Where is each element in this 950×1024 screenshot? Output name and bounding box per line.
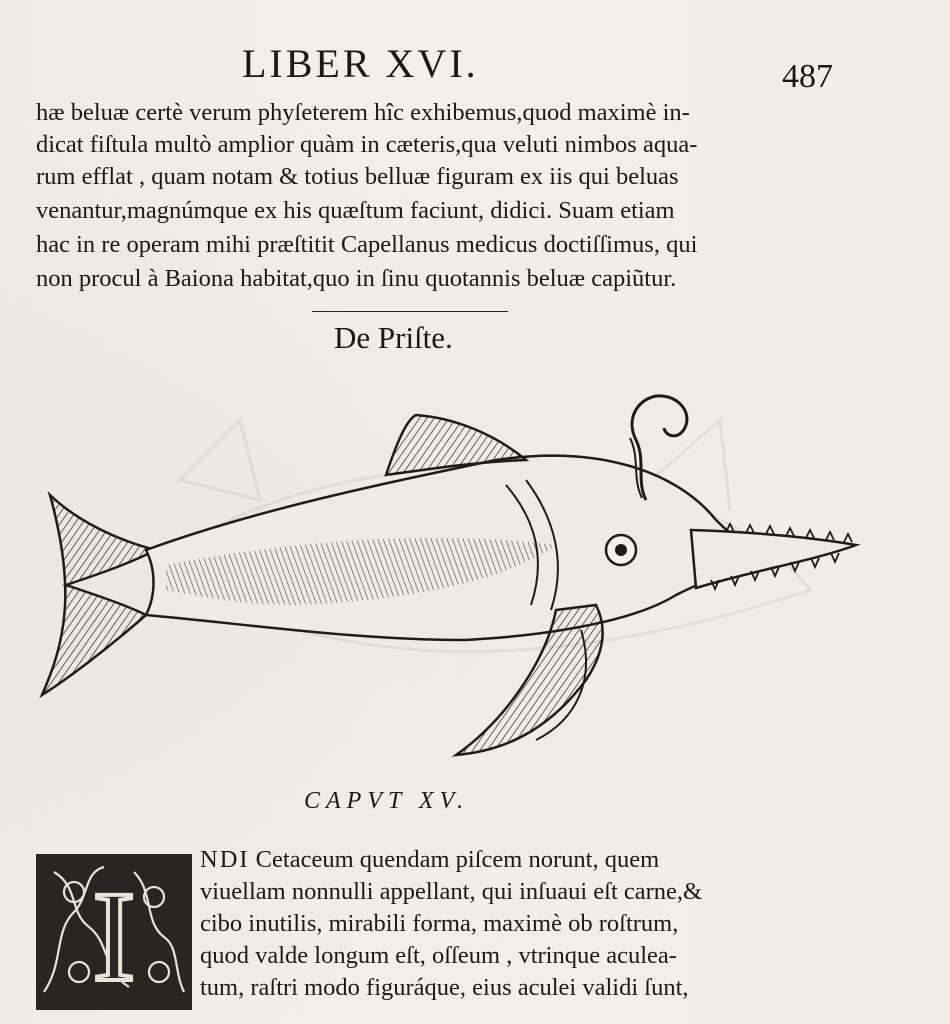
text-line: venantur,magnúmque ex his quæſtum faciunt, didici. Suam etiam [36,197,675,224]
text-line: cibo inutilis, mirabili forma, maximè ob roſtrum, [200,910,679,937]
text-line [200,846,659,874]
section-rule [312,311,508,312]
text-line: hæ beluæ certè verum phyſeterem hîc exhibemus,quod maximè in- [36,99,690,126]
decorated-initial-image [34,852,194,1012]
text-line: non procul à Baiona habitat,quo in ſinu quotannis beluæ capiũtur. [36,265,677,292]
text-line: tum, raſtri modo figuráque, eius aculei validi ſunt, [200,974,689,1001]
initial-letter: I [92,865,136,1009]
text-line: hac in re operam mihi præſtitit Capellanus medicus doctiſſimus, qui [36,231,698,258]
text-line: quod valde longum eſt, oſſeum , vtrinque aculea- [200,942,677,969]
text-line: viuellam nonnulli appellant, qui inſuaui eſt carne,& [200,878,703,905]
running-head: LIBER XVI. [242,41,479,86]
text-line: rum efflat , quam notam & totius belluæ figuram ex iis qui beluas [36,163,679,190]
text-line: dicat fiſtula multò amplior quàm in cæteris,qua veluti nimbos aqua- [36,131,698,158]
section-title: De Priſte. [334,320,453,355]
chapter-heading: CAPVT XV. [304,788,470,814]
first-word: NDI [200,846,250,873]
fish-woodcut-illustration [36,390,866,770]
page-number: 487 [782,58,833,95]
text-line-rest: Cetaceum quendam piſcem norunt, quem [249,846,660,873]
